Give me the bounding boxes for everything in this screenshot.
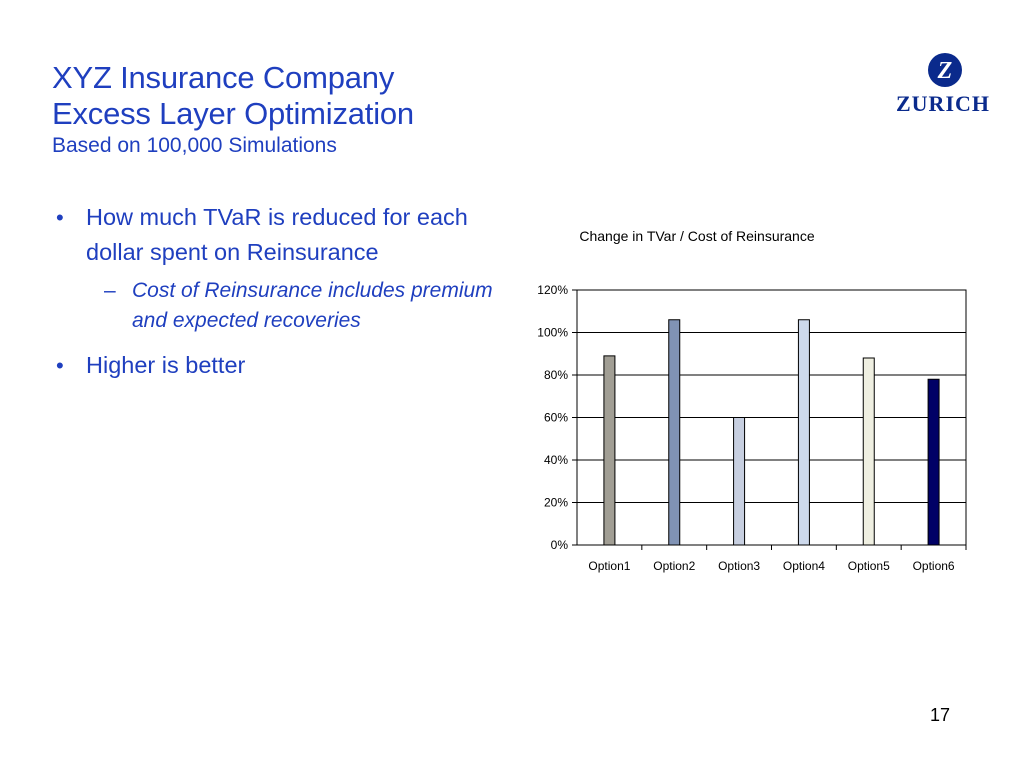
bar-option4	[798, 320, 809, 545]
x-tick-label: Option6	[912, 559, 955, 573]
bullet-item-1	[56, 200, 496, 270]
zurich-mark-icon	[890, 50, 1000, 90]
slide-title	[52, 60, 414, 159]
y-tick-label: 80%	[543, 368, 568, 382]
x-tick-label: Option2	[653, 559, 696, 573]
bar-option6	[928, 379, 939, 545]
y-tick-label: 20%	[543, 495, 568, 510]
x-tick-label: Option3	[718, 559, 761, 573]
logo-mark-letter: Z	[937, 58, 953, 84]
title-line-2: Excess Layer Optimization	[52, 96, 414, 131]
chart-svg	[500, 220, 1000, 600]
zurich-logo	[890, 50, 1000, 120]
chart-title: Change in TVar / Cost of Reinsurance	[579, 228, 815, 244]
y-tick-label: 40%	[543, 453, 568, 467]
logo-wordmark: ZURICH	[896, 91, 991, 116]
bullet-text-2: Higher is better	[86, 352, 246, 378]
y-tick-label: 120%	[537, 283, 568, 297]
x-tick-label: Option4	[782, 559, 825, 573]
title-line-1: XYZ Insurance Company	[52, 60, 395, 95]
bullet-text-1: How much TVaR is reduced for each dollar spent on Reinsurance	[86, 204, 468, 265]
bar-option1	[604, 356, 615, 545]
bar-option3	[734, 418, 745, 546]
bar-chart	[500, 220, 1000, 600]
y-tick-label: 100%	[537, 325, 568, 340]
bar-option2	[669, 320, 680, 545]
x-tick-label: Option1	[588, 559, 631, 573]
bullet-dot: •	[56, 353, 64, 378]
y-tick-label: 0%	[550, 538, 568, 552]
sub-bullet-dash: –	[104, 279, 116, 302]
bar-option5	[863, 358, 874, 545]
bullet-dot: •	[56, 205, 64, 230]
sub-bullet-text: Cost of Reinsurance includes premium and expected recoveries	[132, 279, 493, 332]
page-number: 17	[930, 705, 951, 725]
sub-bullet-item	[56, 276, 496, 336]
x-tick-label: Option5	[847, 559, 890, 573]
y-tick-label: 60%	[543, 410, 568, 425]
bullet-item-2	[56, 348, 496, 383]
slide-subtitle: Based on 100,000 Simulations	[52, 134, 337, 157]
bullet-list	[56, 200, 496, 383]
